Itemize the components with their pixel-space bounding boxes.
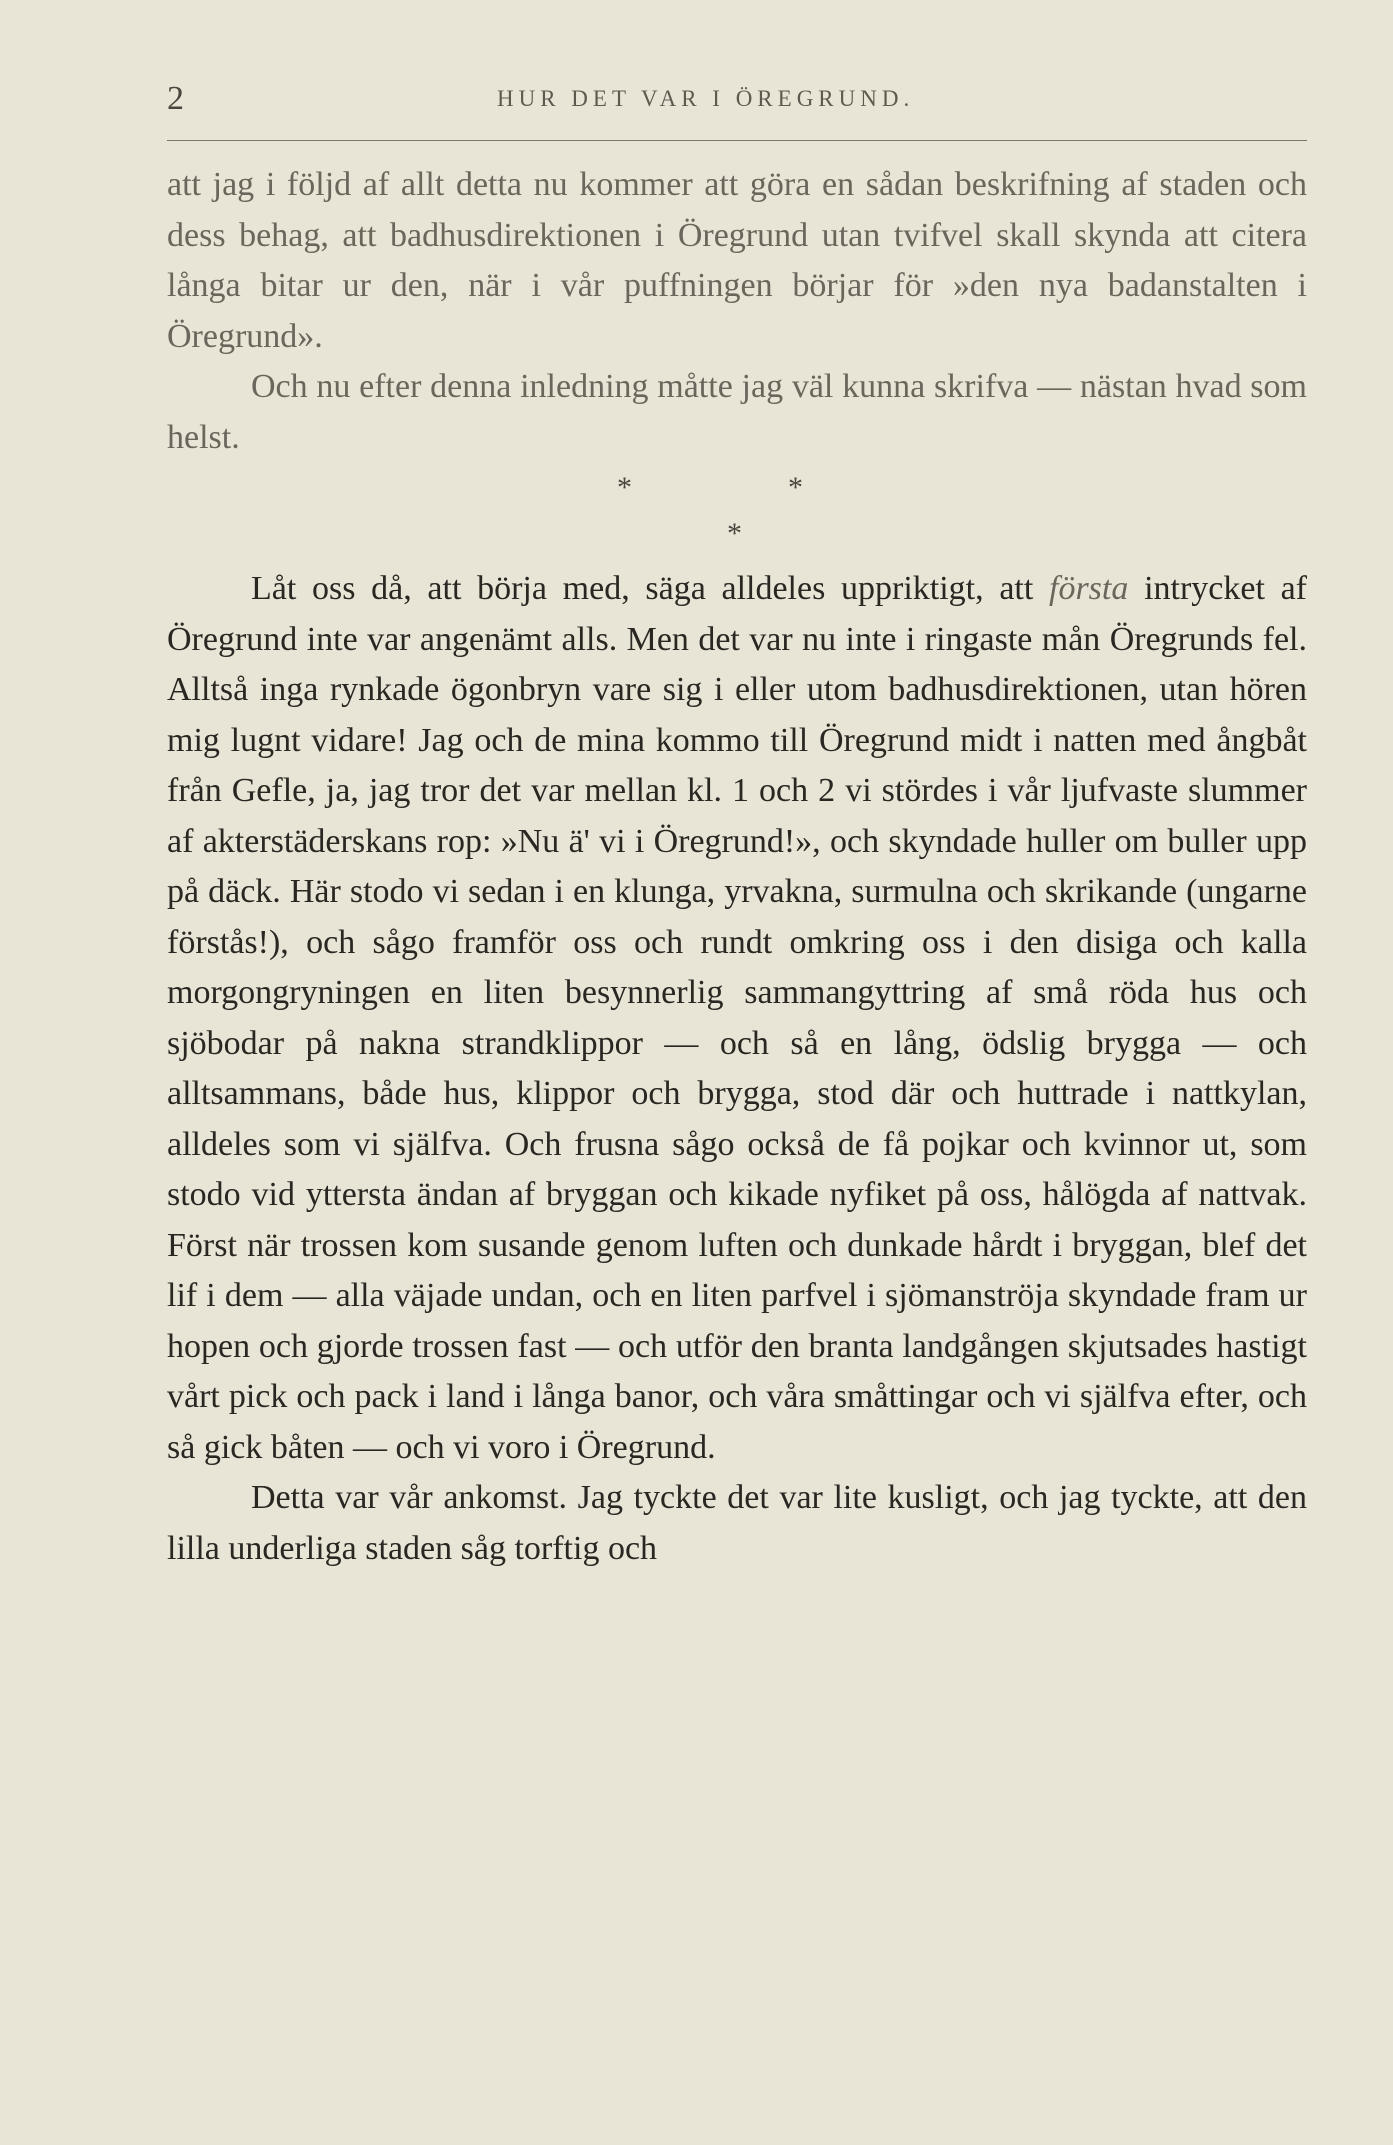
paragraph-3 [167,564,1307,1473]
header-rule [167,140,1307,141]
emphasis-word: första [1049,570,1129,607]
section-star: * [727,517,742,550]
page-header [167,80,1307,130]
section-star: * [788,471,803,504]
section-break [167,463,1307,564]
paragraph-4: Detta var vår ankomst. Jag tyckte det var lite kusligt, och jag tyckte, att den lilla underliga staden såg torftig och [167,1479,1307,1567]
running-title: HUR DET VAR I ÖREGRUND. [497,86,915,111]
body-text [167,160,1307,1574]
paragraph-3-rest: intrycket af Öregrund inte var angenämt alls. Men det var nu inte i ringaste mån Öregrunds fel. Alltså inga rynkade ögonbryn vare sig i eller utom badhusdirektionen, utan hören mig lugnt vidare! Jag och de mina kommo till Öregrund midt i natten med ångbåt från Gefle, ja, jag tror det var mellan kl. 1 och 2 vi stördes i vår ljufvaste slummer af akterstäderskans rop: »Nu ä' vi i Öregrund!», och skyndade huller om buller upp på däck. Här stodo vi sedan i en klunga, yrvakna, surmulna och skrikande (ungarne förstås!), och sågo framför oss och rundt omkring oss i den disiga och kalla morgongryningen en liten besynnerlig sammangyttring af små röda hus och sjöbodar på nakna strandklippor — och så en lång, ödslig brygga — och alltsammans, både hus, klippor och brygga, stod där och huttrade i nattkylan, alldeles som vi själfva. Och frusna sågo också de få pojkar och kvinnor ut, som stodo vid yttersta ändan af bryggan och kikade nyfiket på oss, hålögda af nattvak. Först när trossen kom susande genom luften och dunkade hårdt i bryggan, blef det lif i dem — alla väjade undan, och en liten parfvel i sjömanströja skyndade fram ur hopen och gjorde trossen fast — och utför den branta landgången skjutsades hastigt vårt pick och pack i land i långa banor, och våra småttingar och vi själfva efter, och så gick båten — och vi voro i Öregrund. [167,570,1308,1466]
paragraph-3-start: Låt oss då, att börja med, säga alldeles uppriktigt, att [251,570,1034,607]
paragraph-1: att jag i följd af allt detta nu kommer att göra en sådan beskrifning af staden och dess behag, att badhusdirektionen i Öregrund utan tvifvel skall skynda att citera långa bitar ur den, när i vår puffningen börjar för »den nya badanstalten i Öregrund». [167,166,1307,355]
page-number: 2 [167,80,185,117]
section-star: * [617,471,632,504]
paragraph-2: Och nu efter denna inledning måtte jag väl kunna skrifva — nästan hvad som helst. [167,368,1307,456]
